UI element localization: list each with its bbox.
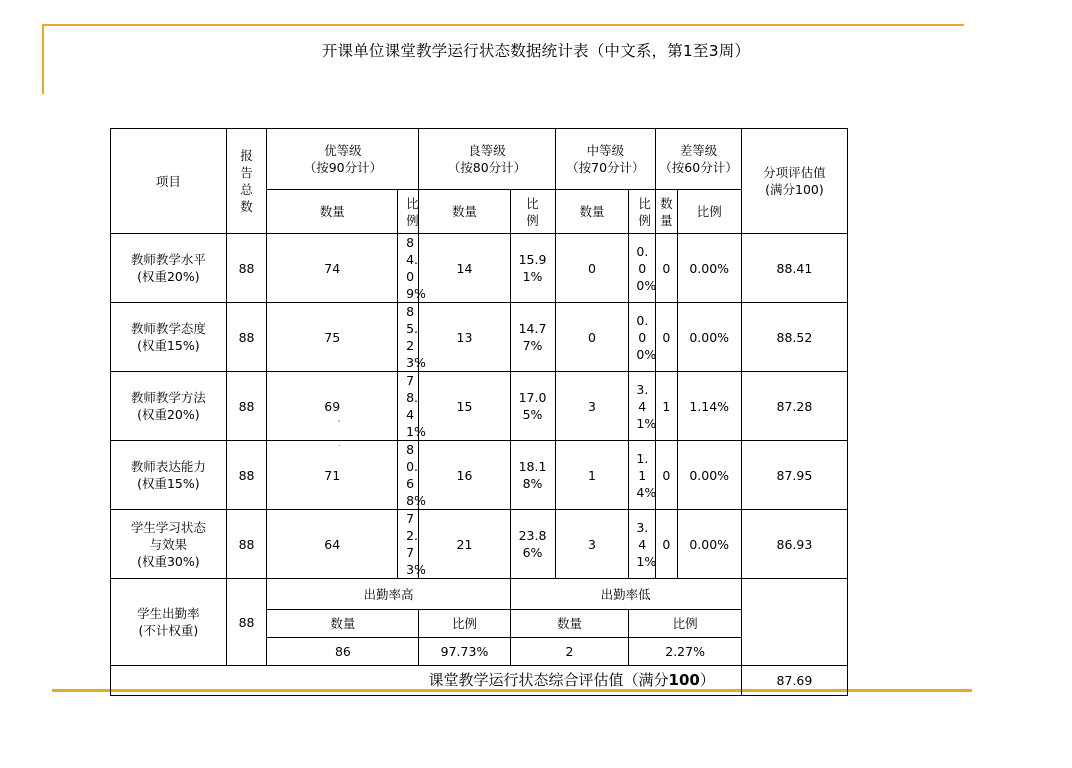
attendance-low-ratio-label: 比例 bbox=[629, 610, 741, 638]
row-poor-ratio: 1.14% bbox=[677, 372, 741, 441]
row-medium-ratio: 0.00% bbox=[629, 303, 656, 372]
row-poor-ratio: 0.00% bbox=[677, 234, 741, 303]
row-medium-count: 0 bbox=[555, 234, 629, 303]
row-good-ratio: 23.86% bbox=[510, 510, 555, 579]
header-excellent-ratio: 比例 bbox=[398, 190, 419, 234]
row-poor-ratio: 0.00% bbox=[677, 510, 741, 579]
header-poor: 差等级 （按60分计） bbox=[656, 129, 742, 190]
row-poor-count: 1 bbox=[656, 372, 677, 441]
table-row bbox=[111, 510, 848, 579]
summary-label-end: ） bbox=[699, 671, 715, 689]
row-total: 88 bbox=[226, 234, 267, 303]
row-good-count: 21 bbox=[419, 510, 510, 579]
attendance-high-label: 出勤率高 bbox=[267, 579, 510, 610]
row-excellent-count: 71 bbox=[267, 441, 398, 510]
attendance-item: 学生出勤率 (不计权重) bbox=[111, 579, 227, 666]
row-excellent-ratio: 80.68% bbox=[398, 441, 419, 510]
attendance-score-empty bbox=[741, 579, 847, 666]
header-poor-count: 数量 bbox=[656, 190, 677, 234]
row-poor-count: 0 bbox=[656, 510, 677, 579]
row-medium-count: 3 bbox=[555, 372, 629, 441]
row-good-count: 16 bbox=[419, 441, 510, 510]
row-score: 88.41 bbox=[741, 234, 847, 303]
row-poor-count: 0 bbox=[656, 234, 677, 303]
attendance-row-1 bbox=[111, 579, 848, 610]
row-good-ratio: 17.05% bbox=[510, 372, 555, 441]
header-good: 良等级 （按80分计） bbox=[419, 129, 555, 190]
row-item: 学生学习状态 与效果 (权重30%) bbox=[111, 510, 227, 579]
row-item: 教师教学方法 (权重20%) bbox=[111, 372, 227, 441]
header-excellent: 优等级 （按90分计） bbox=[267, 129, 419, 190]
row-good-count: 13 bbox=[419, 303, 510, 372]
header-medium-ratio: 比例 bbox=[629, 190, 656, 234]
row-excellent-ratio: 85.23% bbox=[398, 303, 419, 372]
header-item: 项目 bbox=[111, 129, 227, 234]
row-medium-count: 0 bbox=[555, 303, 629, 372]
row-total: 88 bbox=[226, 303, 267, 372]
row-poor-ratio: 0.00% bbox=[677, 303, 741, 372]
header-poor-ratio: 比例 bbox=[677, 190, 741, 234]
attendance-low-count-label: 数量 bbox=[510, 610, 629, 638]
attendance-total: 88 bbox=[226, 579, 267, 666]
header-report-total: 报告总数 bbox=[226, 129, 267, 234]
attendance-high-ratio: 97.73% bbox=[419, 638, 510, 666]
row-excellent-count: 74 bbox=[267, 234, 398, 303]
row-medium-ratio: 3.41% bbox=[629, 372, 656, 441]
summary-label-number: 100 bbox=[668, 671, 700, 689]
row-good-count: 15 bbox=[419, 372, 510, 441]
row-poor-count: 0 bbox=[656, 303, 677, 372]
row-good-ratio: 15.91% bbox=[510, 234, 555, 303]
row-poor-count: 0 bbox=[656, 441, 677, 510]
row-medium-count: 3 bbox=[555, 510, 629, 579]
row-excellent-count: 64 bbox=[267, 510, 398, 579]
row-total: 88 bbox=[226, 510, 267, 579]
row-excellent-count: 69 bbox=[267, 372, 398, 441]
summary-row bbox=[111, 666, 848, 696]
row-excellent-ratio: 72.73% bbox=[398, 510, 419, 579]
row-item: 教师教学水平 (权重20%) bbox=[111, 234, 227, 303]
attendance-high-count-label: 数量 bbox=[267, 610, 419, 638]
row-item: 教师表达能力 (权重15%) bbox=[111, 441, 227, 510]
row-medium-ratio: 3.41% bbox=[629, 510, 656, 579]
table-row bbox=[111, 234, 848, 303]
header-score: 分项评估值 (满分100) bbox=[741, 129, 847, 234]
summary-value: 87.69 bbox=[741, 666, 847, 696]
row-total: 88 bbox=[226, 372, 267, 441]
row-score: 87.95 bbox=[741, 441, 847, 510]
page-title: 开课单位课堂教学运行状态数据统计表（中文系，第1至3周） bbox=[321, 42, 751, 60]
table-row bbox=[111, 441, 848, 510]
attendance-high-ratio-label: 比例 bbox=[419, 610, 510, 638]
row-good-ratio: 18.18% bbox=[510, 441, 555, 510]
row-excellent-count: 75 bbox=[267, 303, 398, 372]
row-medium-ratio: 0.00% bbox=[629, 234, 656, 303]
stray-marks: ' . bbox=[338, 419, 341, 448]
row-poor-ratio: 0.00% bbox=[677, 441, 741, 510]
row-medium-count: 1 bbox=[555, 441, 629, 510]
row-excellent-ratio: 78.41% bbox=[398, 372, 419, 441]
summary-label bbox=[111, 666, 742, 696]
table-row bbox=[111, 372, 848, 441]
attendance-low-count: 2 bbox=[510, 638, 629, 666]
header-good-ratio: 比例 bbox=[510, 190, 555, 234]
row-score: 86.93 bbox=[741, 510, 847, 579]
table-row bbox=[111, 303, 848, 372]
row-item: 教师教学态度 (权重15%) bbox=[111, 303, 227, 372]
statistics-table bbox=[110, 128, 848, 696]
header-good-count: 数量 bbox=[419, 190, 510, 234]
header-row-1 bbox=[111, 129, 848, 190]
header-medium: 中等级 （按70分计） bbox=[555, 129, 656, 190]
header-medium-count: 数量 bbox=[555, 190, 629, 234]
row-score: 88.52 bbox=[741, 303, 847, 372]
attendance-low-label: 出勤率低 bbox=[510, 579, 741, 610]
row-medium-ratio: 1.14% bbox=[629, 441, 656, 510]
row-total: 88 bbox=[226, 441, 267, 510]
summary-label-main: 课堂教学运行状态综合评估值（满分 bbox=[428, 671, 669, 689]
row-score: 87.28 bbox=[741, 372, 847, 441]
attendance-low-ratio: 2.27% bbox=[629, 638, 741, 666]
row-good-count: 14 bbox=[419, 234, 510, 303]
row-excellent-ratio: 84.09% bbox=[398, 234, 419, 303]
row-good-ratio: 14.77% bbox=[510, 303, 555, 372]
header-excellent-count: 数量 bbox=[267, 190, 398, 234]
attendance-high-count: 86 bbox=[267, 638, 419, 666]
frame-top-line bbox=[42, 24, 964, 26]
